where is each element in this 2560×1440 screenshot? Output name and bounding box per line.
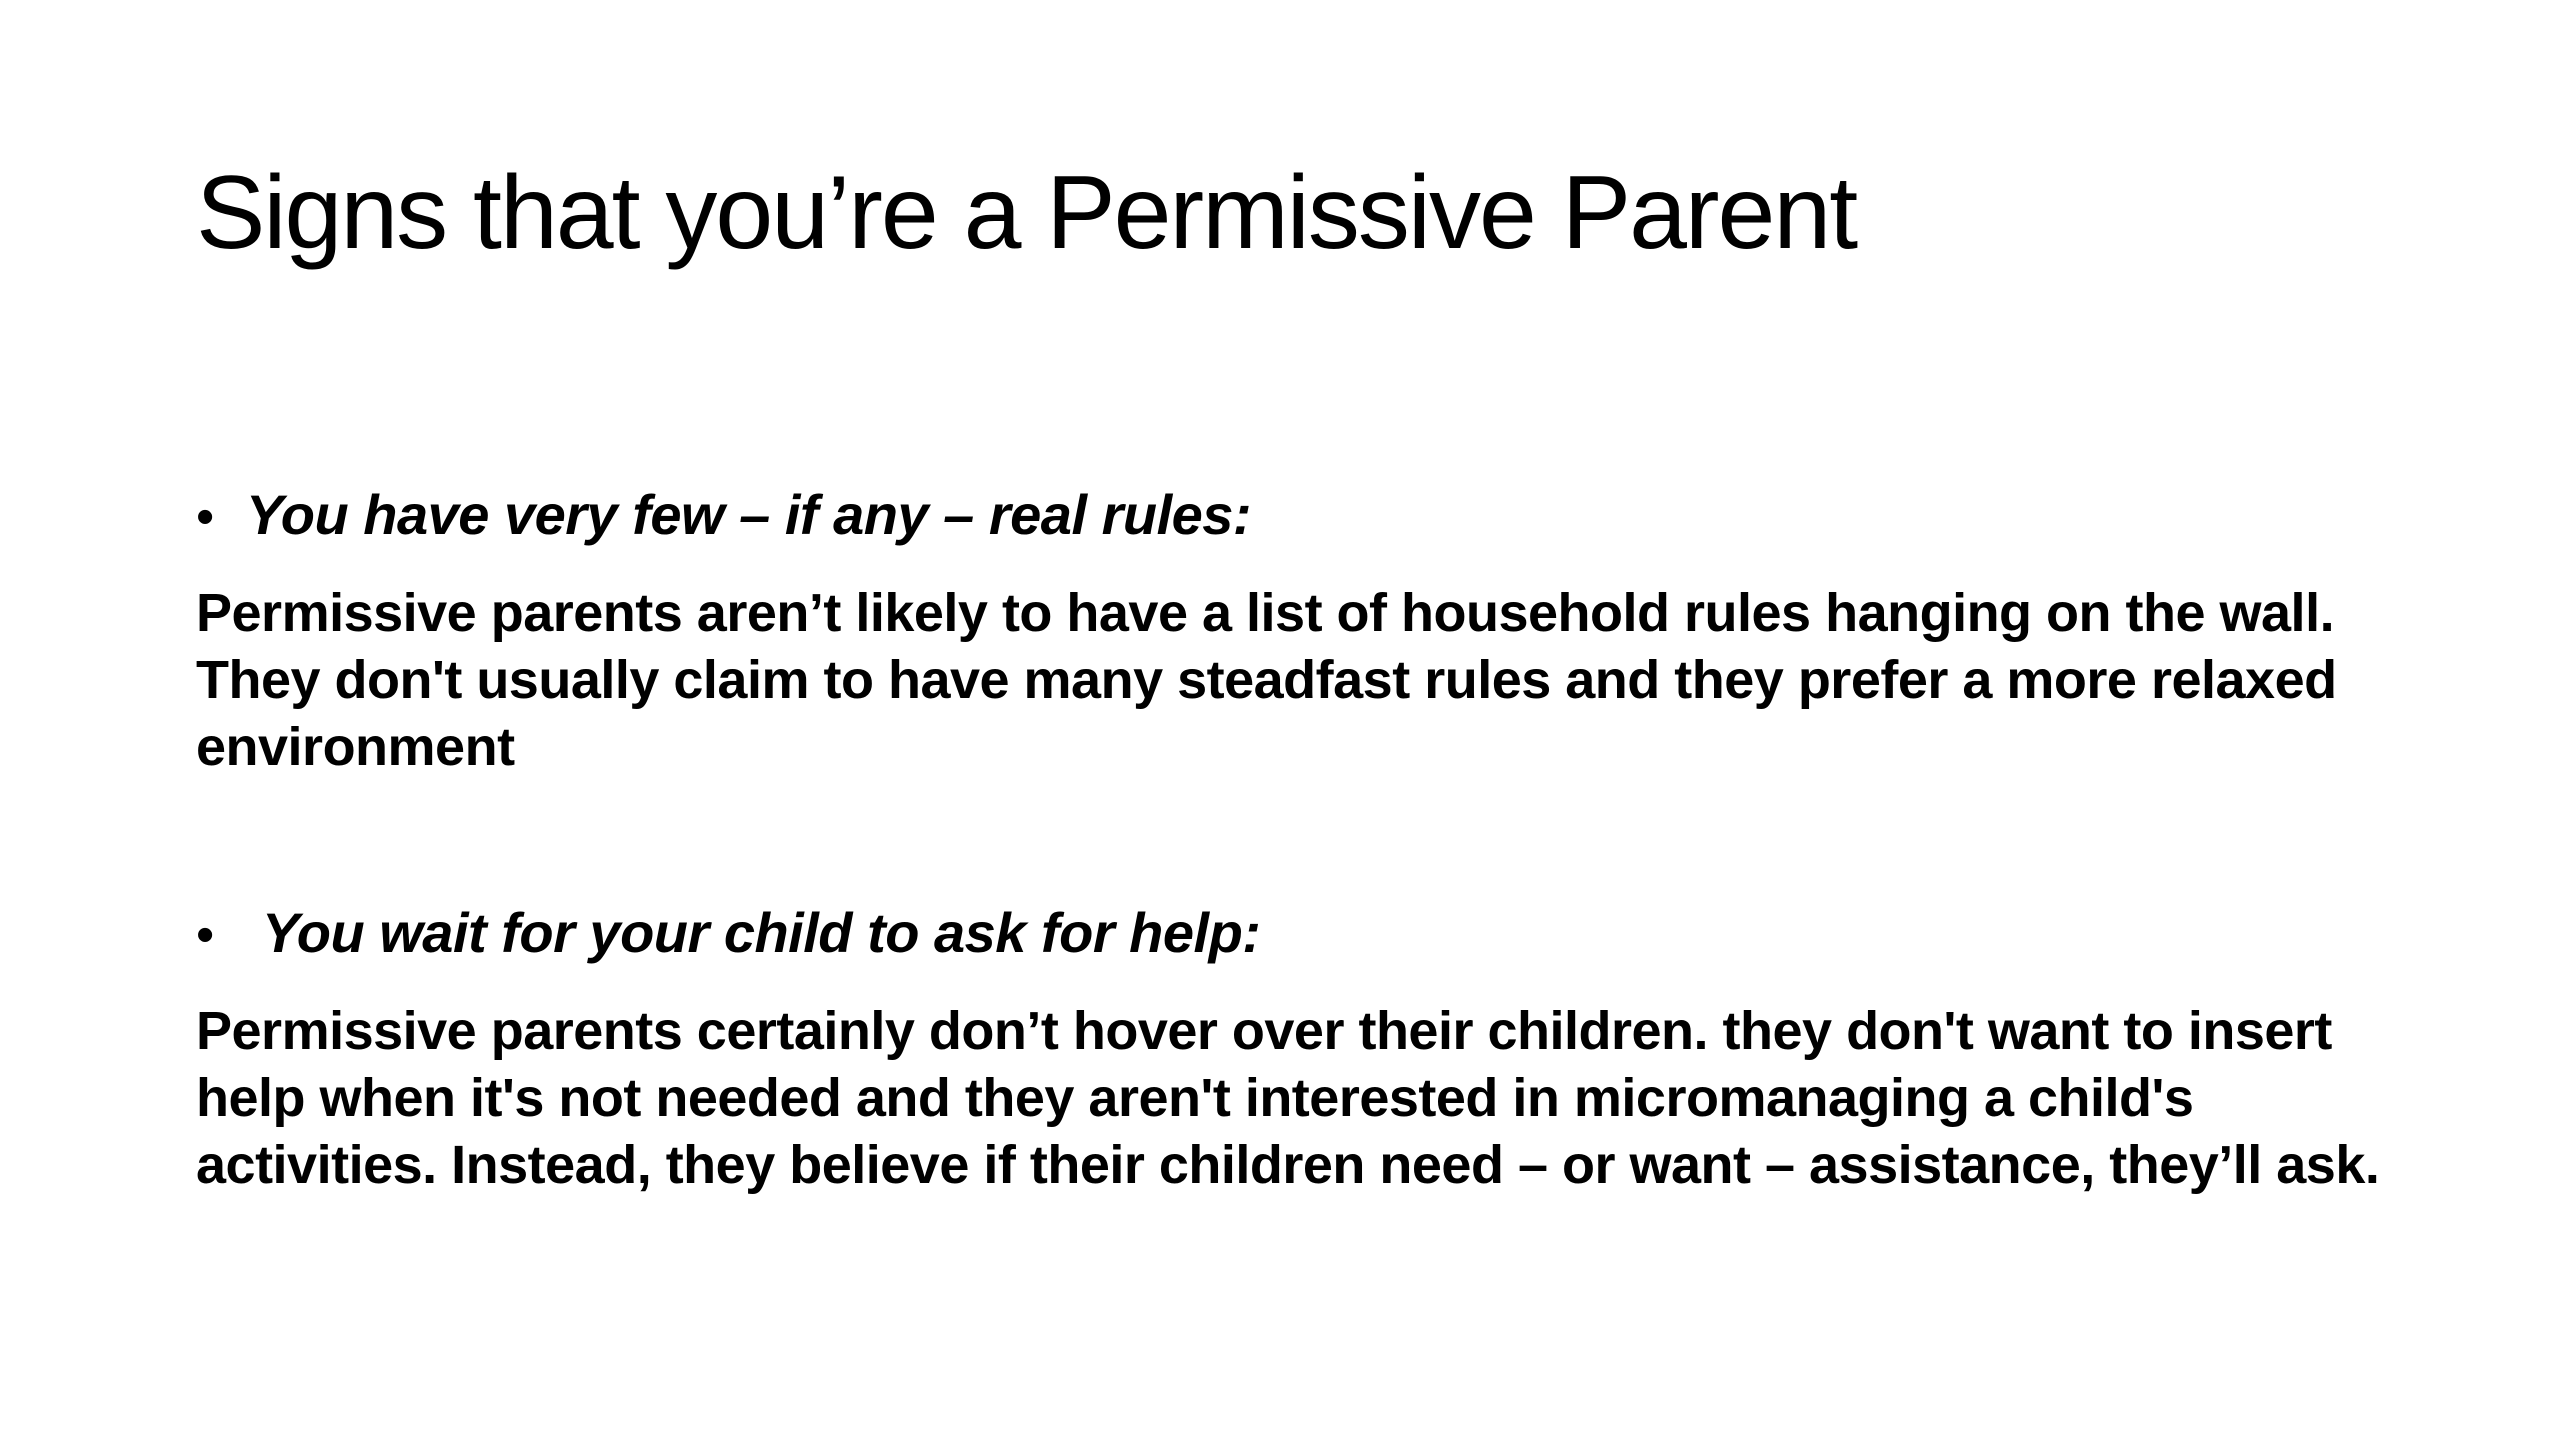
bullet-heading-1: You have very few – if any – real rules: xyxy=(246,483,1252,546)
slide-title: Signs that you’re a Permissive Parent xyxy=(196,155,1857,271)
bullet-heading-2: You wait for your child to ask for help: xyxy=(262,901,1261,964)
bullet-marker: • xyxy=(196,488,215,546)
bullet-body-2: Permissive parents certainly don’t hover over their children. they don't want to insert help when it's not needed and they aren't interested in micromanaging a child's activities. Instead, they believe if their children need – or want – assistance, they’ll ask. xyxy=(196,1001,2380,1195)
bullet-body-1: Permissive parents aren’t likely to have a list of household rules hanging on the wall. They don't usually claim to have many steadfast rules and they prefer a more relaxed environment xyxy=(196,583,2337,777)
bullet-item-1 xyxy=(196,482,1251,547)
bullet-item-2 xyxy=(196,900,1260,965)
bullet-marker: • xyxy=(196,906,215,964)
